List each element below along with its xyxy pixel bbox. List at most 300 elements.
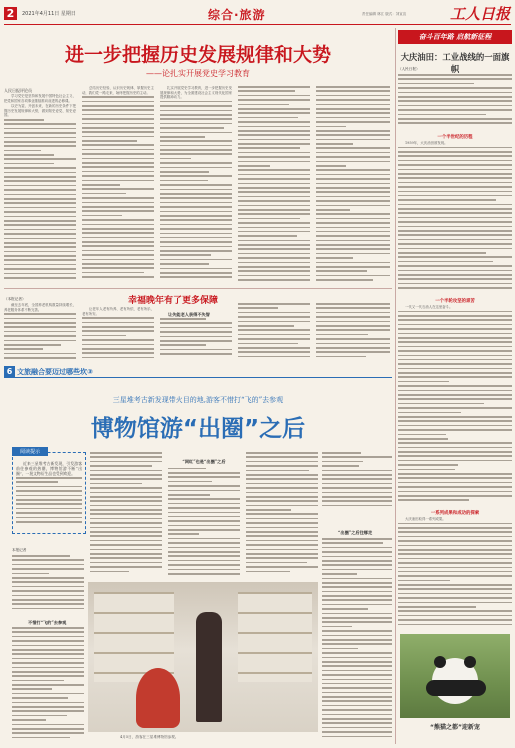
text-line bbox=[316, 205, 390, 207]
text-line bbox=[82, 123, 154, 125]
editors-credit: 责任编辑 林江 版式：刘宣宣 bbox=[362, 12, 407, 16]
text-line bbox=[90, 461, 162, 463]
text-line bbox=[322, 679, 392, 681]
text-line bbox=[316, 99, 390, 101]
main-article-column-1: 学习党史是坚持和发展中国特色社会主义、把党和国家各项事业继续推向前进的必修课。 以史为鉴、开创未来，在新的历史条件下把握历史发展规律和大势，做到知史爱党、知史爱国。 bbox=[4, 94, 76, 284]
culture-column-2 bbox=[90, 452, 162, 577]
culture-kicker: 三星堆考古新发现带火目的地,游客不惜打“飞的”去参观 bbox=[112, 396, 284, 404]
text-line bbox=[316, 231, 390, 233]
text-line bbox=[322, 687, 392, 689]
text-line bbox=[16, 481, 58, 483]
text-line bbox=[82, 250, 154, 252]
section-title: 综合·旅游 bbox=[208, 8, 266, 22]
text-line bbox=[246, 492, 318, 494]
text-line bbox=[90, 478, 162, 480]
text-line bbox=[168, 494, 210, 496]
text-line bbox=[82, 232, 154, 234]
text-line bbox=[322, 604, 392, 606]
text-line bbox=[398, 558, 512, 560]
text-line bbox=[398, 363, 512, 365]
text-line bbox=[82, 339, 154, 341]
side-column bbox=[398, 28, 512, 744]
text-line bbox=[316, 244, 390, 246]
text-line bbox=[12, 636, 84, 638]
text-line bbox=[246, 456, 318, 458]
text-line bbox=[16, 495, 82, 497]
text-line bbox=[168, 476, 240, 478]
text-line bbox=[398, 438, 448, 440]
text-line bbox=[316, 279, 373, 281]
text-line bbox=[398, 575, 512, 577]
text-line bbox=[316, 126, 346, 128]
text-line bbox=[238, 152, 310, 154]
culture-column-1b bbox=[12, 627, 84, 743]
text-line bbox=[316, 156, 390, 158]
text-line bbox=[398, 160, 512, 162]
text-line bbox=[160, 228, 232, 230]
text-line bbox=[160, 336, 232, 338]
text-line bbox=[322, 718, 392, 720]
text-line bbox=[316, 325, 390, 327]
text-line bbox=[12, 658, 84, 660]
text-line bbox=[398, 248, 512, 250]
text-line bbox=[82, 352, 154, 354]
text-line bbox=[82, 96, 154, 98]
text-line bbox=[316, 130, 390, 132]
text-line bbox=[168, 551, 240, 553]
text-line bbox=[82, 140, 137, 142]
text-line bbox=[238, 222, 310, 224]
text-line bbox=[4, 344, 61, 346]
reading-tips-label: 阅读提示 bbox=[12, 447, 48, 456]
text-line bbox=[322, 621, 392, 623]
text-line bbox=[246, 465, 318, 467]
text-line bbox=[322, 483, 392, 485]
side-byline: （人民日报） bbox=[398, 67, 420, 71]
text-line bbox=[160, 215, 232, 217]
text-line bbox=[316, 86, 390, 88]
text-line bbox=[322, 709, 392, 711]
museum-photo bbox=[88, 582, 318, 732]
side-heading-2: 一个半轮攻坚的艰苦 bbox=[435, 299, 475, 304]
text-line bbox=[398, 252, 486, 254]
text-line bbox=[160, 136, 205, 138]
text-line bbox=[168, 533, 199, 535]
text-line bbox=[160, 318, 206, 320]
text-line bbox=[322, 538, 392, 540]
text-line bbox=[168, 520, 240, 522]
photo-mask-icon bbox=[136, 668, 180, 728]
text-line bbox=[4, 259, 76, 261]
text-line bbox=[316, 312, 390, 314]
text-line bbox=[160, 327, 232, 329]
text-line bbox=[160, 353, 232, 355]
text-line bbox=[12, 684, 84, 686]
text-line bbox=[12, 640, 84, 642]
text-line bbox=[160, 123, 232, 125]
text-line bbox=[398, 261, 493, 263]
text-line bbox=[398, 416, 512, 418]
page-header bbox=[0, 0, 515, 26]
text-line bbox=[12, 649, 84, 651]
text-line bbox=[398, 208, 512, 210]
text-line bbox=[398, 217, 512, 219]
text-line bbox=[322, 474, 392, 476]
text-line bbox=[398, 495, 512, 497]
text-line bbox=[316, 307, 390, 309]
text-line bbox=[398, 278, 512, 280]
photo-shelf-right bbox=[238, 592, 312, 682]
photo-figure bbox=[196, 612, 222, 722]
text-line bbox=[322, 635, 392, 637]
text-line bbox=[322, 591, 392, 593]
text-line bbox=[90, 474, 162, 476]
text-line bbox=[4, 176, 76, 178]
text-line bbox=[82, 245, 154, 247]
text-line bbox=[316, 227, 390, 229]
text-line bbox=[160, 254, 211, 256]
text-line bbox=[90, 487, 162, 489]
text-line bbox=[398, 122, 512, 124]
text-line bbox=[238, 156, 310, 158]
text-line bbox=[316, 248, 390, 250]
text-line bbox=[398, 499, 469, 501]
text-line bbox=[12, 577, 84, 579]
text-line bbox=[246, 562, 307, 564]
text-line bbox=[90, 513, 162, 515]
text-line bbox=[4, 150, 41, 152]
text-line bbox=[160, 105, 232, 107]
text-line bbox=[398, 191, 512, 193]
culture-column-3 bbox=[168, 452, 240, 577]
text-line bbox=[316, 275, 390, 277]
text-line bbox=[398, 177, 512, 179]
text-line bbox=[316, 147, 390, 149]
text-line bbox=[4, 141, 76, 143]
text-line bbox=[16, 512, 82, 514]
text-line bbox=[322, 700, 392, 702]
text-line bbox=[316, 356, 366, 358]
text-line bbox=[160, 167, 232, 169]
text-line bbox=[168, 481, 212, 483]
text-line bbox=[316, 108, 390, 110]
text-line bbox=[4, 335, 76, 337]
text-line bbox=[82, 272, 144, 274]
text-line bbox=[16, 521, 82, 523]
text-line bbox=[238, 178, 310, 180]
text-line bbox=[238, 183, 310, 185]
text-line bbox=[316, 253, 390, 255]
text-line bbox=[398, 442, 512, 444]
text-line bbox=[160, 101, 232, 103]
text-line bbox=[398, 74, 512, 76]
text-line bbox=[316, 213, 390, 215]
text-line bbox=[90, 509, 162, 511]
text-line bbox=[238, 191, 310, 193]
text-line bbox=[238, 329, 310, 331]
text-line bbox=[322, 582, 392, 584]
text-line bbox=[316, 347, 390, 349]
text-line bbox=[4, 202, 76, 204]
left-article-byline: （本报记者） bbox=[4, 297, 26, 301]
text-line bbox=[398, 328, 512, 330]
text-line bbox=[4, 167, 76, 169]
text-line bbox=[90, 492, 162, 494]
text-line bbox=[238, 117, 298, 119]
text-line bbox=[238, 86, 310, 88]
text-line bbox=[398, 105, 512, 107]
text-line bbox=[398, 324, 512, 326]
text-line bbox=[4, 238, 76, 240]
text-line bbox=[12, 719, 46, 721]
text-line bbox=[160, 211, 232, 213]
text-line bbox=[398, 319, 512, 321]
text-line bbox=[398, 451, 512, 453]
text-line bbox=[398, 118, 512, 120]
text-line bbox=[82, 109, 154, 111]
text-line bbox=[90, 496, 162, 498]
text-line bbox=[316, 257, 353, 259]
text-line bbox=[398, 571, 512, 573]
text-line bbox=[238, 275, 310, 277]
text-line bbox=[398, 460, 512, 462]
text-line bbox=[168, 512, 240, 514]
culture-column-1 bbox=[12, 555, 84, 615]
text-line bbox=[82, 326, 154, 328]
text-line bbox=[4, 326, 76, 328]
text-line bbox=[398, 287, 512, 289]
text-line bbox=[90, 535, 162, 537]
culture-header-rule bbox=[4, 377, 392, 378]
text-line bbox=[316, 187, 390, 189]
text-line bbox=[4, 277, 76, 279]
text-line bbox=[322, 547, 392, 549]
text-line bbox=[246, 566, 318, 568]
text-line bbox=[398, 619, 512, 621]
text-line bbox=[160, 340, 232, 342]
culture-subheading-3: “出圈”之后往哪走 bbox=[338, 530, 373, 535]
text-line bbox=[82, 158, 154, 160]
text-line bbox=[4, 207, 76, 209]
text-line bbox=[160, 250, 232, 252]
text-line bbox=[12, 671, 84, 673]
text-line bbox=[398, 464, 458, 466]
text-line bbox=[82, 144, 154, 146]
text-line bbox=[238, 248, 310, 250]
text-line bbox=[398, 491, 512, 493]
text-line bbox=[4, 313, 76, 315]
text-line bbox=[4, 273, 76, 275]
text-line bbox=[322, 648, 358, 650]
text-line bbox=[238, 139, 310, 141]
text-line bbox=[246, 531, 318, 533]
text-line bbox=[238, 316, 310, 318]
text-line bbox=[160, 246, 232, 248]
text-line bbox=[398, 407, 512, 409]
text-line bbox=[238, 347, 310, 349]
text-line bbox=[160, 202, 232, 204]
text-line bbox=[238, 147, 300, 149]
text-line bbox=[398, 169, 512, 171]
text-line bbox=[398, 385, 512, 387]
text-line bbox=[316, 104, 390, 106]
text-line bbox=[322, 608, 368, 610]
main-article-title: 进一步把握历史发展规律和大势 bbox=[64, 44, 331, 66]
text-line bbox=[82, 254, 154, 256]
text-line bbox=[12, 627, 84, 629]
text-line bbox=[238, 161, 310, 163]
text-line bbox=[316, 165, 346, 167]
text-line bbox=[90, 531, 162, 533]
text-line bbox=[316, 338, 390, 340]
main-article-bottom-rule bbox=[4, 288, 392, 289]
text-line bbox=[246, 549, 318, 551]
left-article-column-2: 让老年人老有所养、老有所依、老有所乐、老有所安。 bbox=[82, 307, 154, 361]
reading-tips-text: 近来三星堆考古新发现，引发游客前往参观的热潮，博物馆游不断“出圈”，一批文物衍生品也受到欢迎。 bbox=[16, 461, 82, 527]
text-line bbox=[238, 227, 310, 229]
text-line bbox=[168, 569, 240, 571]
side-heading-1: 一个半世纪的历程 bbox=[437, 135, 473, 140]
text-line bbox=[322, 556, 392, 558]
text-line bbox=[4, 137, 76, 139]
text-line bbox=[316, 112, 390, 114]
text-line bbox=[82, 228, 154, 230]
text-line bbox=[160, 114, 232, 116]
text-line bbox=[168, 564, 240, 566]
text-line bbox=[398, 545, 512, 547]
text-line bbox=[238, 126, 310, 128]
text-line bbox=[90, 505, 162, 507]
text-line bbox=[82, 188, 154, 190]
text-line bbox=[4, 198, 76, 200]
text-line bbox=[82, 276, 154, 278]
text-line bbox=[168, 547, 240, 549]
text-line bbox=[322, 696, 392, 698]
text-line bbox=[398, 359, 512, 361]
text-line bbox=[398, 350, 512, 352]
text-line bbox=[322, 613, 392, 615]
text-line bbox=[238, 307, 278, 309]
text-line bbox=[398, 341, 512, 343]
text-line bbox=[238, 231, 310, 233]
left-article-column-3 bbox=[160, 318, 232, 361]
text-line bbox=[82, 105, 154, 107]
text-line bbox=[160, 272, 232, 274]
text-line bbox=[398, 355, 512, 357]
text-line bbox=[82, 357, 154, 359]
main-article-subtitle: ——论扎实开展党史学习教育 bbox=[146, 69, 250, 78]
text-line bbox=[168, 507, 240, 509]
text-line bbox=[398, 311, 512, 313]
text-line bbox=[82, 259, 154, 261]
text-line bbox=[398, 114, 486, 116]
text-line bbox=[398, 412, 461, 414]
text-line bbox=[398, 473, 512, 475]
text-line bbox=[398, 78, 512, 80]
text-line bbox=[246, 535, 318, 537]
text-line bbox=[398, 593, 512, 595]
text-line bbox=[82, 215, 122, 217]
text-line bbox=[12, 688, 52, 690]
text-line bbox=[16, 508, 82, 510]
text-line bbox=[168, 573, 240, 575]
text-line bbox=[238, 90, 295, 92]
text-line bbox=[398, 606, 476, 608]
text-line bbox=[168, 542, 240, 544]
text-line bbox=[12, 675, 84, 677]
text-line bbox=[398, 469, 455, 471]
text-line bbox=[160, 171, 209, 173]
text-line bbox=[238, 209, 310, 211]
text-line bbox=[246, 527, 318, 529]
text-line bbox=[398, 527, 512, 529]
text-line bbox=[82, 210, 154, 212]
text-line bbox=[4, 128, 76, 130]
main-article-column-4 bbox=[238, 86, 310, 284]
text-line bbox=[398, 147, 512, 149]
text-line bbox=[160, 276, 232, 278]
text-line bbox=[168, 490, 240, 492]
text-line bbox=[12, 653, 84, 655]
reading-tips-box bbox=[12, 449, 86, 534]
text-line bbox=[4, 357, 76, 359]
text-line bbox=[4, 145, 76, 147]
text-line bbox=[82, 166, 154, 168]
text-line bbox=[398, 588, 512, 590]
text-line bbox=[160, 349, 232, 351]
text-line bbox=[398, 610, 512, 612]
text-line bbox=[238, 343, 298, 345]
text-line bbox=[238, 200, 310, 202]
text-line bbox=[160, 259, 232, 261]
header-rule bbox=[4, 24, 511, 25]
text-line bbox=[238, 174, 310, 176]
main-article-column-2: 总结历史经验、认识历史规律、掌握历史主动，我们党一路走来，始终把握历史的主动。 bbox=[82, 86, 154, 284]
text-line bbox=[398, 584, 512, 586]
panda-ear-left-icon bbox=[434, 656, 446, 668]
text-line bbox=[398, 173, 512, 175]
text-line bbox=[16, 486, 82, 488]
text-line bbox=[316, 329, 390, 331]
text-line bbox=[12, 728, 84, 730]
text-line bbox=[398, 580, 450, 582]
text-line bbox=[398, 549, 512, 551]
text-line bbox=[82, 184, 120, 186]
text-line bbox=[16, 477, 82, 479]
text-line bbox=[316, 121, 390, 123]
text-line bbox=[246, 496, 318, 498]
text-line bbox=[398, 482, 512, 484]
text-line bbox=[160, 184, 232, 186]
page-date: 2021年4月11日 星期日 bbox=[22, 11, 76, 17]
text-line bbox=[160, 263, 209, 265]
text-line bbox=[82, 197, 154, 199]
text-line bbox=[82, 171, 154, 173]
panda-photo-caption: “熊猫之都”迎新宠 bbox=[430, 724, 480, 731]
text-line bbox=[322, 492, 392, 494]
text-line bbox=[160, 145, 232, 147]
text-line bbox=[322, 578, 392, 580]
text-line bbox=[4, 194, 76, 196]
text-line bbox=[316, 266, 390, 268]
text-line bbox=[238, 218, 300, 220]
text-line bbox=[90, 483, 142, 485]
text-line bbox=[316, 343, 390, 345]
text-line bbox=[398, 597, 512, 599]
text-line bbox=[322, 617, 392, 619]
text-line bbox=[160, 237, 232, 239]
text-line bbox=[316, 183, 390, 185]
